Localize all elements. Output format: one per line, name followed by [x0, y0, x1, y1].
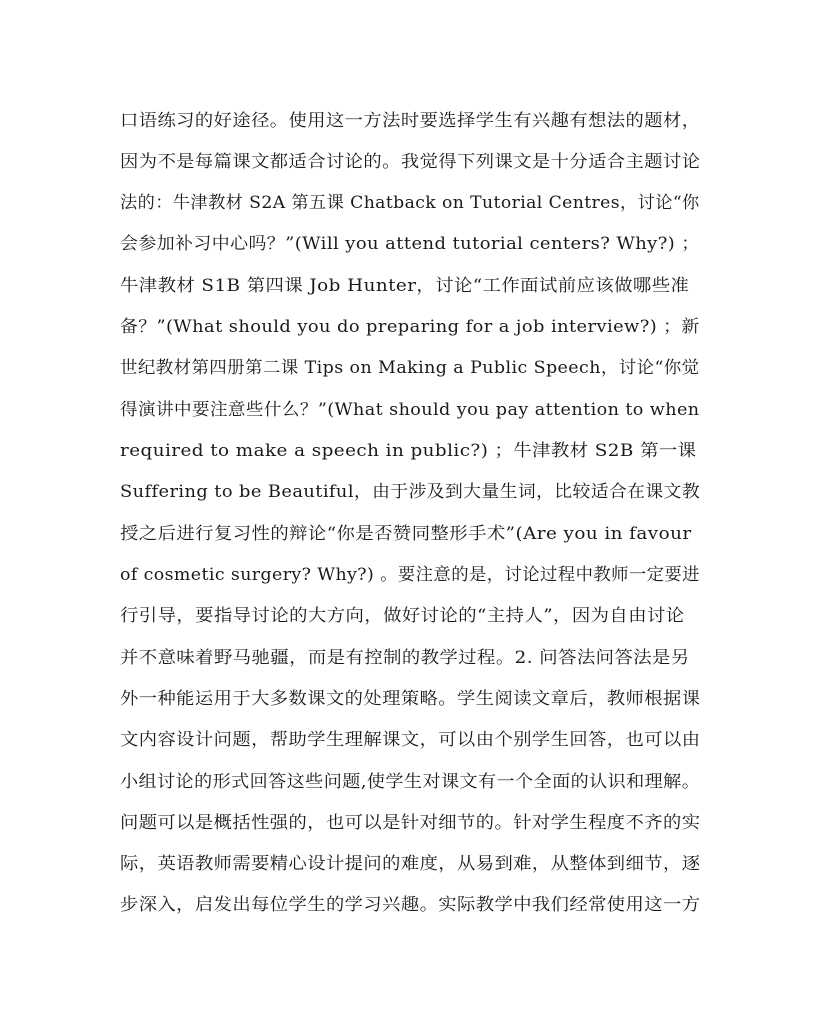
text-line: of cosmetic surgery? Why?) 。要注意的是，讨论过程中教师一定要进 — [120, 565, 700, 585]
text-line: 口语练习的好途径。使用这一方法时要选择学生有兴趣有想法的题材， — [120, 111, 701, 131]
text-line: 问题可以是概括性强的，也可以是针对细节的。针对学生程度不齐的实 — [120, 813, 701, 833]
text-line: 授之后进行复习性的辩论“你是否赞同整形手术”(Are you in favour — [120, 524, 692, 544]
text-line: 文内容设计问题，帮助学生理解课文，可以由个别学生回答，也可以由 — [120, 730, 701, 750]
text-line: 牛津教材 S1B 第四课 Job Hunter，讨论“工作面试前应该做哪些准 — [120, 276, 690, 296]
text-line: 世纪教材第四册第二课 Tips on Making a Public Speech，讨论“你觉 — [120, 358, 700, 378]
text-line: 并不意味着野马驰疆，而是有控制的教学过程。2. 问答法问答法是另 — [120, 648, 690, 668]
text-line: 得演讲中要注意些什么？”(What should you pay attention to when — [120, 400, 700, 420]
text-line: 因为不是每篇课文都适合讨论的。我觉得下列课文是十分适合主题讨论 — [120, 152, 701, 172]
text-line: 法的：牛津教材 S2A 第五课 Chatback on Tutorial Centres，讨论“你 — [120, 193, 700, 213]
text-line: 际，英语教师需要精心设计提问的难度，从易到难，从整体到细节，逐 — [120, 854, 701, 874]
text-line: 备？”(What should you do preparing for a job interview?) ；新 — [120, 317, 700, 337]
text-line: 小组讨论的形式回答这些问题,使学生对课文有一个全面的认识和理解。 — [120, 772, 701, 792]
text-line: 行引导，要指导讨论的大方向，做好讨论的“主持人”，因为自由讨论 — [120, 606, 685, 626]
text-line: 外一种能运用于大多数课文的处理策略。学生阅读文章后，教师根据课 — [120, 689, 701, 709]
text-line: 步深入，启发出每位学生的学习兴趣。实际教学中我们经常使用这一方 — [120, 895, 701, 915]
text-line: Suffering to be Beautiful，由于涉及到大量生词，比较适合在课文教 — [120, 482, 701, 502]
text-line: 会参加补习中心吗？”(Will you attend tutorial centers? Why?) ； — [120, 234, 700, 254]
text-line: required to make a speech in public?) ；牛津教材 S2B 第一课 — [120, 441, 697, 461]
